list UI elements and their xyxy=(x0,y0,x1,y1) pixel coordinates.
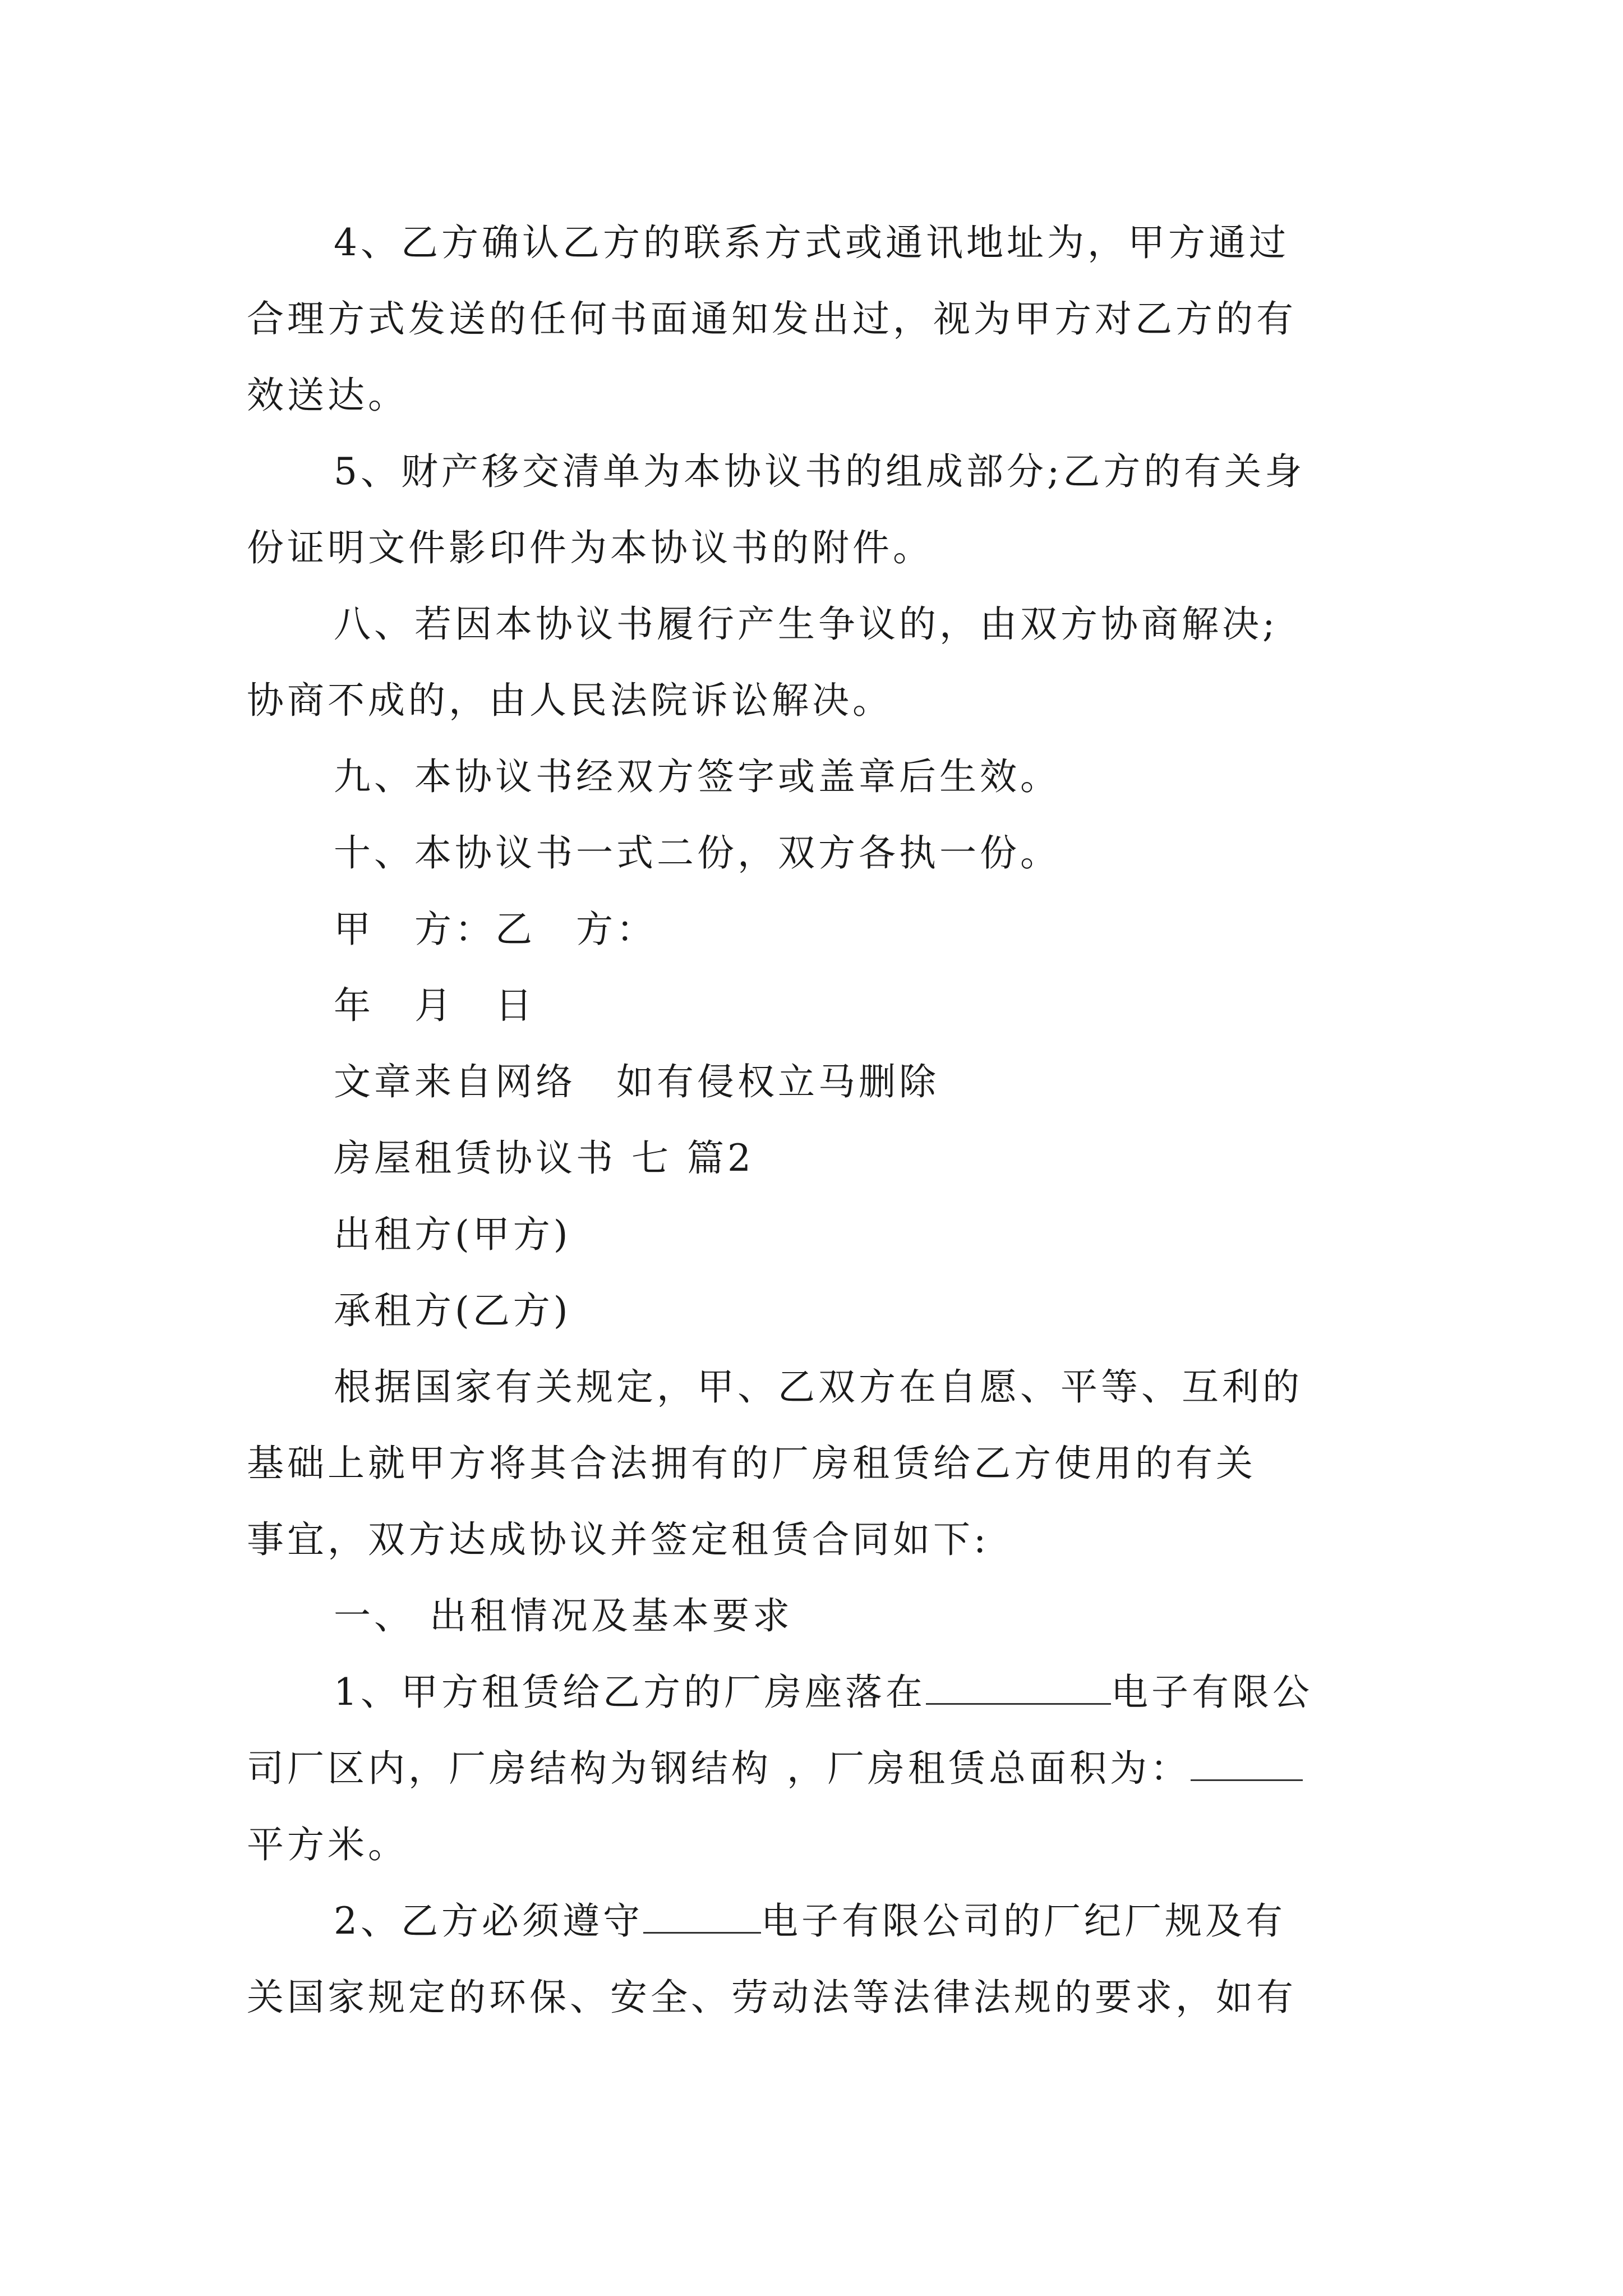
lessor-line: 出租方(甲方) xyxy=(334,1213,571,1256)
clause-text: 电子有限公 xyxy=(1111,1671,1313,1714)
paragraph-line: 八、若因本协议书履行产生争议的，由双方协商解决; xyxy=(334,602,1279,646)
paragraph-line: 十、本协议书一式二份，双方各执一份。 xyxy=(334,831,1061,875)
clause-text: 2、乙方必须遵守 xyxy=(334,1899,643,1943)
disclaimer-line: 文章来自网络 如有侵权立马删除 xyxy=(334,1060,939,1103)
paragraph-line: 九、本协议书经双方签字或盖章后生效。 xyxy=(334,755,1061,798)
paragraph-line: 合理方式发送的任何书面通知发出过，视为甲方对乙方的有 xyxy=(247,297,1297,341)
paragraph-line xyxy=(0,1896,1623,1947)
clause-text: 1、甲方租赁给乙方的厂房座落在 xyxy=(334,1671,926,1714)
paragraph-line: 效送达。 xyxy=(247,374,408,417)
paragraph-line: 事宜，双方达成协议并签定租赁合同如下: xyxy=(247,1518,990,1561)
paragraph-line: 平方米。 xyxy=(247,1823,408,1866)
signature-line: 甲 方：乙 方： xyxy=(334,908,657,951)
section-title: 房屋租赁协议书 七 篇2 xyxy=(334,1137,754,1180)
paragraph-line: 4、乙方确认乙方的联系方式或通讯地址为，甲方通过 xyxy=(334,221,1289,264)
paragraph-line: 5、财产移交清单为本协议书的组成部分;乙方的有关身 xyxy=(334,450,1306,493)
paragraph-line: 基础上就甲方将其合法拥有的厂房租赁给乙方使用的有关 xyxy=(247,1442,1256,1485)
paragraph-line: 协商不成的，由人民法院诉讼解决。 xyxy=(247,679,893,722)
paragraph-line: 关国家规定的环保、安全、劳动法等法律法规的要求，如有 xyxy=(247,1976,1297,2019)
clause-heading: 一、 出租情况及基本要求 xyxy=(334,1594,793,1637)
lessee-line: 承租方(乙方) xyxy=(334,1289,571,1332)
fill-in-blank xyxy=(643,1898,761,1934)
fill-in-blank xyxy=(926,1669,1111,1705)
paragraph-line xyxy=(0,1667,1623,1718)
fill-in-blank xyxy=(1191,1746,1303,1781)
paragraph-line xyxy=(0,1743,1623,1794)
paragraph-line: 根据国家有关规定，甲、乙双方在自愿、平等、互利的 xyxy=(334,1365,1303,1409)
date-line: 年 月 日 xyxy=(334,984,536,1027)
clause-text: 电子有限公司的厂纪厂规及有 xyxy=(761,1899,1286,1943)
paragraph-line: 份证明文件影印件为本协议书的附件。 xyxy=(247,526,933,569)
clause-text: 司厂区内，厂房结构为钢结构 ，厂房租赁总面积为： xyxy=(247,1747,1191,1790)
